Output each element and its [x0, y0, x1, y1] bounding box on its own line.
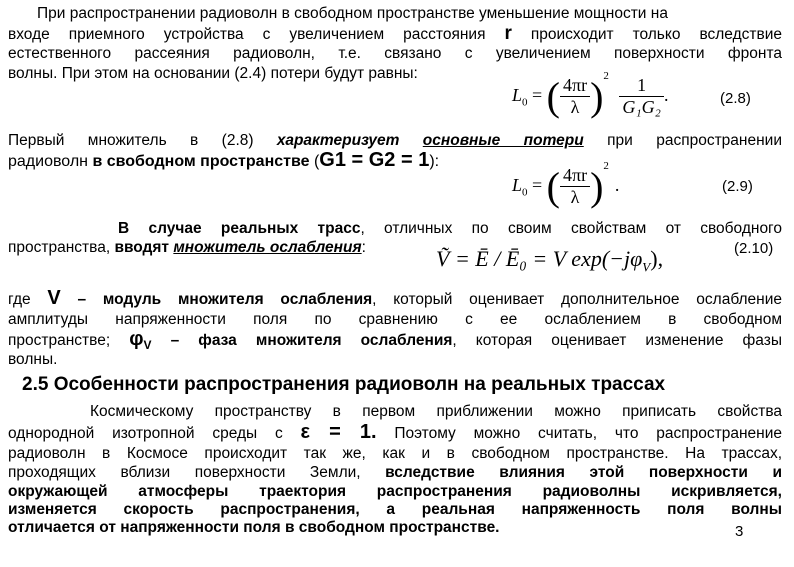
p1-line4: волны. При этом на основании (2.4) потери будут равны: — [8, 65, 418, 82]
p2-line2: радиоволн в свободном пространстве (G1 = G2 = 1): — [8, 149, 440, 171]
p5-line7: отличается от напряженности поля в свободном пространстве. — [8, 519, 500, 536]
p4-line1: где V – модуль множителя ослабления, который оценивает дополнительное ослабление — [8, 287, 782, 309]
p2-line1: Первый множитель в (2.8) характеризует основные потери при распространении — [8, 132, 782, 149]
equation-2-9: $L_0$ = ( $\frac{4\pi r}{\lambda}$ )$^2$. — [512, 160, 620, 209]
equation-2-10: Ṽ = Ē / Ē₀ = V $\exp(-j\varphi_V)$, — [436, 246, 664, 275]
p5-line3: радиоволн в Космосе происходит так же, как и в свободном пространстве. На трассах, — [8, 445, 782, 462]
p3-line2: пространства, вводят множитель ослабления: — [8, 239, 366, 256]
p1-line1: При распространении радиоволн в свободном пространстве уменьшение мощности на — [37, 5, 668, 22]
page-number: 3 — [735, 523, 744, 540]
p4-line2: амплитуды напряженности поля по сравнению с ее ослаблением в свободном — [8, 311, 782, 328]
equation-number-2-8: (2.8) — [720, 90, 751, 107]
equation-number-2-9: (2.9) — [722, 178, 753, 195]
p5-line1: Космическому пространству в первом приближении можно приписать свойства — [90, 403, 782, 420]
p5-line2: однородной изотропной среды с ε = 1. Поэтому можно считать, что распространение — [8, 421, 783, 443]
p1-line3: естественного рассеяния радиоволн, т.е. связано с увеличением поверхности фронта — [8, 45, 782, 62]
section-heading: 2.5 Особенности распространения радиоволн на реальных трассах — [22, 374, 666, 395]
p5-line5: окружающей атмосферы траектория распространения радиоволны искривляется, — [8, 483, 782, 500]
equation-number-2-10: (2.10) — [734, 240, 774, 257]
p3-line1: В случае реальных трасс, отличных по своим свойствам от свободного — [118, 220, 782, 237]
equation-2-8: $L_0$ = ( $\frac{4\pi r}{\lambda}$ )$^2$ $\frac{1}{\text{G₁G₂}}$ . — [512, 70, 669, 119]
p4-line3: пространстве; $\varphi_V$ – фаза множителя ослабления, которая оценивает изменение фазы — [8, 328, 782, 353]
p4-line4: волны. — [8, 351, 58, 368]
p1-line2: входе приемного устройства с увеличением расстояния r происходит только вследствие — [8, 23, 782, 44]
p5-line6: изменяется скорость распространения, а реальная напряженность поля волны — [8, 501, 782, 518]
p5-line4: проходящих вблизи поверхности Земли, вследствие влияния этой поверхности и — [8, 464, 782, 481]
